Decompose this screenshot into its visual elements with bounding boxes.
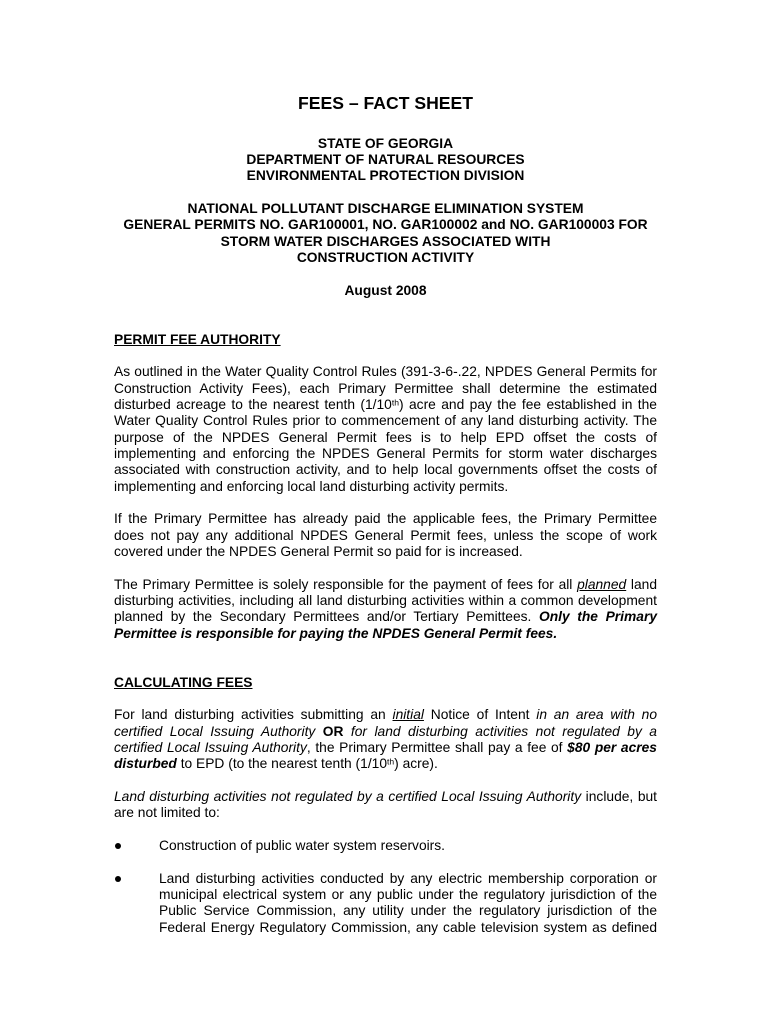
paragraph-line <box>114 756 657 772</box>
emphasis-fee-amount: $80 per acres <box>567 739 657 755</box>
text-run: municipal electrical system or any public under the regulatory jurisdiction of the <box>159 886 657 902</box>
section-heading-calculating-fees <box>114 675 657 691</box>
section-heading-text: CALCULATING FEES <box>114 674 253 690</box>
paragraph-line <box>114 413 657 429</box>
paragraph-line <box>114 626 657 642</box>
text-run: ) acre). <box>394 756 438 772</box>
paragraph-not-regulated-activities <box>114 789 657 822</box>
text-run: purpose of the NPDES General Permit fees is to help EPD offset the costs of <box>114 429 657 445</box>
paragraph-fees-already-paid <box>114 511 657 560</box>
paragraph-line <box>114 805 657 821</box>
paragraph-line <box>114 724 657 740</box>
permit-title-line: GENERAL PERMITS NO. GAR100001, NO. GAR100002 and NO. GAR100003 FOR <box>123 217 648 233</box>
paragraph-primary-permittee-responsibility <box>114 577 657 642</box>
document-body <box>114 136 657 936</box>
text-run: Federal Energy Regulatory Commission, any cable television system as defined <box>159 919 657 935</box>
text-run: ) acre and pay the fee established in the <box>399 397 657 413</box>
text-run: The Primary Permittee is solely responsible for the payment of fees for all <box>114 576 578 592</box>
permit-title-line: CONSTRUCTION ACTIVITY <box>296 250 475 266</box>
permit-title-line: STORM WATER DISCHARGES ASSOCIATED WITH <box>220 233 551 249</box>
text-run: disturbed acreage to the nearest tenth (1/10 <box>114 397 392 413</box>
emphasis-disturbed: disturbed <box>114 756 177 772</box>
text-run: implementing and enforcing local land disturbing activity permits. <box>114 478 509 494</box>
emphasis-italic: in an area with no <box>536 707 658 723</box>
text-run: As outlined in the Water Quality Control Rules (391-3-6-.22, NPDES General Permits for <box>114 364 657 380</box>
agency-line-department: DEPARTMENT OF NATURAL RESOURCES <box>246 152 525 168</box>
document-date: August 2008 <box>344 282 427 298</box>
bullet-dot-icon <box>115 843 121 849</box>
paragraph-fee-authority <box>114 364 657 495</box>
agency-line-division: ENVIRONMENTAL PROTECTION DIVISION <box>246 168 525 184</box>
emphasis-italic: certified Local Issuing Authority <box>114 723 316 739</box>
emphasis-or: OR <box>315 723 351 739</box>
superscript: th <box>387 756 395 767</box>
emphasis-responsible-statement: Permittee is responsible for paying the NPDES General Permit fees. <box>114 625 558 641</box>
emphasis-only-primary: Only the Primary <box>539 609 657 625</box>
paragraph-fee-rate <box>114 707 657 772</box>
paragraph-line <box>114 430 657 446</box>
bullet-dot-icon <box>115 876 121 882</box>
paragraph-line <box>114 397 657 413</box>
text-run: are not limited to: <box>114 805 220 821</box>
text-run: Land disturbing activities conducted by any electric membership corporation or <box>159 870 657 886</box>
paragraph-line <box>114 446 657 462</box>
text-run: planned by the Secondary Permittees and/or Tertiary Pemittees. <box>114 609 539 625</box>
agency-line-state: STATE OF GEORGIA <box>317 135 454 151</box>
bullet-line <box>159 920 657 936</box>
text-run: include, but <box>581 788 657 804</box>
emphasis-italic: for land disturbing activities not regulated by a <box>350 723 657 739</box>
bullet-line <box>159 838 657 854</box>
bullet-line <box>159 887 657 903</box>
text-run: disturbing activities, including all land disturbing activities within a common development <box>114 593 657 609</box>
paragraph-line <box>114 609 657 625</box>
document-title: FEES – FACT SHEET <box>298 92 473 113</box>
paragraph-line <box>114 462 657 478</box>
text-run: Public Service Commission, any utility under the regulatory jurisdiction of the <box>159 903 657 919</box>
paragraph-line <box>114 740 657 756</box>
bullet-line <box>159 903 657 919</box>
paragraph-line <box>114 707 657 723</box>
paragraph-line <box>114 593 657 609</box>
section-heading-text: PERMIT FEE AUTHORITY <box>114 331 281 347</box>
permit-title <box>114 201 657 266</box>
text-run: land <box>626 576 658 592</box>
agency-header <box>114 136 657 185</box>
text-run: For land disturbing activities submitting an <box>114 707 393 723</box>
emphasis-planned: planned <box>577 576 627 592</box>
emphasis-italic: certified Local Issuing Authority <box>114 739 307 755</box>
paragraph-line <box>114 479 657 495</box>
bullet-item <box>114 838 657 854</box>
text-run: If the Primary Permittee has already paid the applicable fees, the Primary Permittee <box>114 511 657 527</box>
section-heading-permit-fee-authority <box>114 332 657 348</box>
paragraph-line <box>114 544 657 560</box>
permit-title-line: NATIONAL POLLUTANT DISCHARGE ELIMINATION SYSTEM <box>187 201 584 217</box>
text-run: Construction Activity Fees), each Primary Permittee shall determine the estimated <box>114 380 657 396</box>
paragraph-line <box>114 789 657 805</box>
bullet-line <box>159 871 657 887</box>
text-run: , the Primary Permittee shall pay a fee of <box>306 739 568 755</box>
text-run: Notice of Intent <box>423 707 537 723</box>
paragraph-line <box>114 381 657 397</box>
bullet-item <box>114 871 657 936</box>
text-run: to EPD (to the nearest tenth (1/10 <box>176 756 387 772</box>
paragraph-line <box>114 528 657 544</box>
emphasis-initial: initial <box>392 707 424 723</box>
text-run: Construction of public water system reservoirs. <box>159 837 446 853</box>
text-run: implementing and enforcing the NPDES General Permits for storm water discharges <box>114 446 657 462</box>
superscript: th <box>391 397 399 408</box>
paragraph-line <box>114 364 657 380</box>
text-run: associated with construction activity, and to help local governments offset the costs of <box>114 462 657 478</box>
paragraph-line <box>114 511 657 527</box>
emphasis-italic: Land disturbing activities not regulated by a certified Local Issuing Authority <box>114 788 582 804</box>
paragraph-line <box>114 577 657 593</box>
text-run: Water Quality Control Rules prior to commencement of any land disturbing activity. The <box>114 413 657 429</box>
text-run: does not pay any additional NPDES General Permit fees, unless the scope of work <box>114 527 657 543</box>
text-run: covered under the NPDES General Permit so paid for is increased. <box>114 544 523 560</box>
